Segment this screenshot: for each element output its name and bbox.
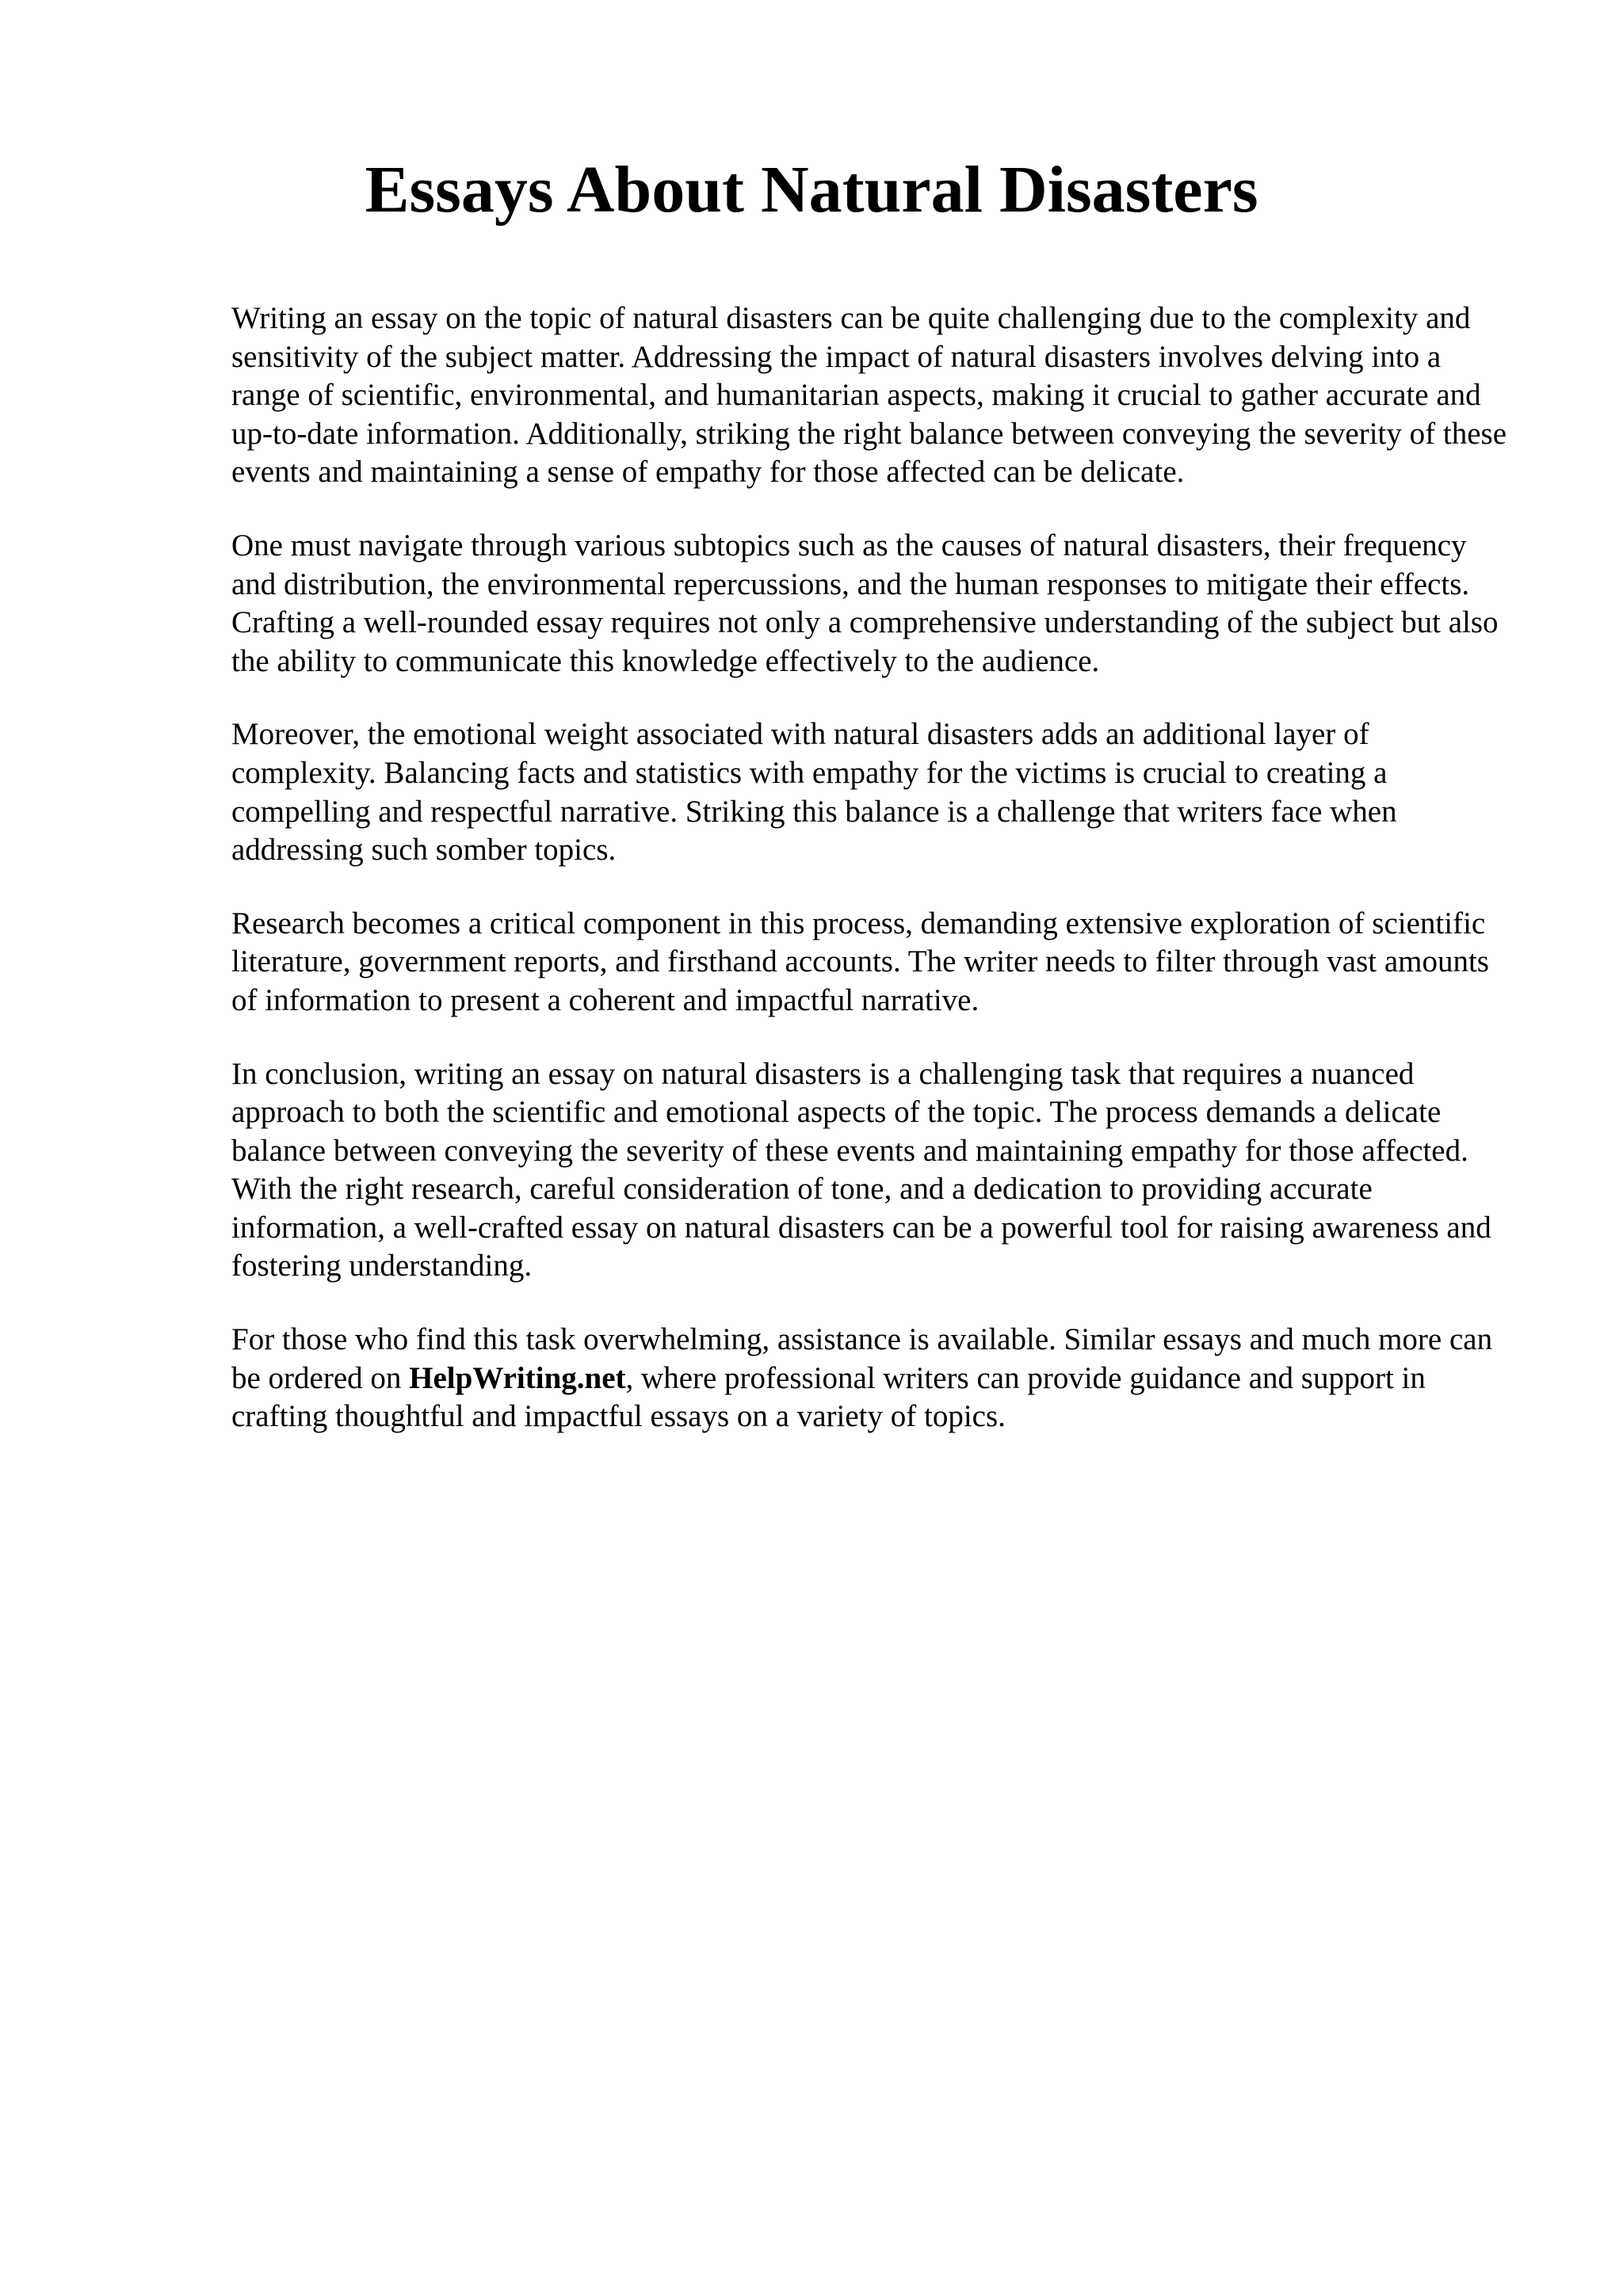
paragraph-closing bbox=[231, 1321, 1515, 1436]
closing-text-after: , where professional writers can provide guidance and support in crafting thoughtful and impactful essays on a variety of topics. bbox=[231, 1360, 1426, 1434]
page-title: Essays About Natural Disasters bbox=[365, 153, 1258, 227]
paragraph-subtopics: One must navigate through various subtopics such as the causes of natural disasters, their frequency and distribution, the environmental repercussions, and the human responses to mitigate their effects. Crafting a well-rounded essay requires not only a comprehensive understanding of the subject but also the ability to communicate this knowledge effectively to the audience. bbox=[231, 528, 1499, 678]
paragraph-intro: Writing an essay on the topic of natural disasters can be quite challenging due to the complexity and sensitivity of the subject matter. Addressing the impact of natural disasters involves delving into a range of scientific, environmental, and humanitarian aspects, making it crucial to gather accurate and up-to-date information. Additionally, striking the right balance between conveying the severity of these events and maintaining a sense of empathy for those affected can be delicate. bbox=[231, 301, 1507, 490]
paragraph-emotional-weight: Moreover, the emotional weight associated with natural disasters adds an additional layer of complexity. Balancing facts and statistics with empathy for the victims is crucial to creating a compelling and respectful narrative. Striking this balance is a challenge that writers face when addressing such somber topics. bbox=[231, 717, 1397, 868]
paragraph-research: Research becomes a critical component in this process, demanding extensive exploration of scientific literature, government reports, and firsthand accounts. The writer needs to filter through vast amounts of information to present a coherent and impactful narrative. bbox=[231, 906, 1489, 1017]
paragraph-conclusion: In conclusion, writing an essay on natural disasters is a challenging task that requires a nuanced approach to both the scientific and emotional aspects of the topic. The process demands a delicate balance between conveying the severity of these events and maintaining empathy for those affected. With the right research, careful consideration of tone, and a dedication to providing accurate information, a well-crafted essay on natural disasters can be a powerful tool for raising awareness and fostering understanding. bbox=[231, 1056, 1491, 1283]
closing-text-before: For those who find this task overwhelming, assistance is available. Similar essays and much more can be ordered on bbox=[231, 1322, 1493, 1395]
essay-body bbox=[231, 299, 1515, 1471]
brand-link[interactable]: HelpWriting.net bbox=[409, 1360, 626, 1395]
